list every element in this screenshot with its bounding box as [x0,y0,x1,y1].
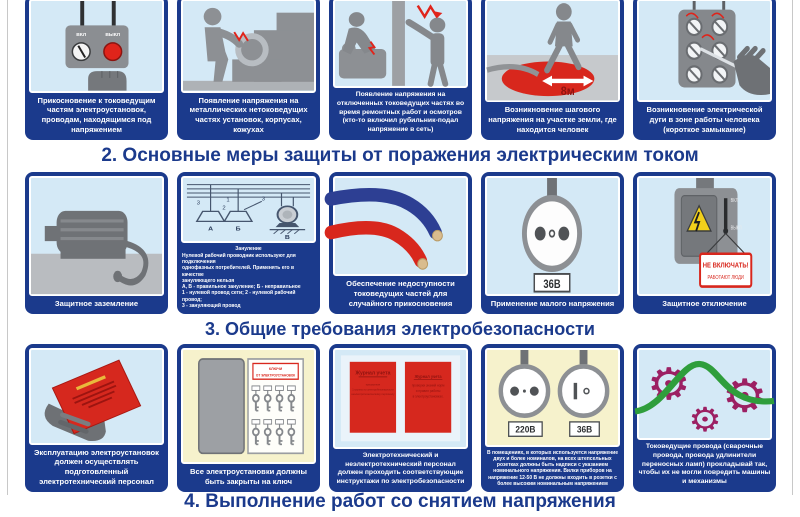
panel-caption: Обеспечение недоступности токоведущих частей для случайного прикосновения [346,279,455,309]
panel-caption: Возникновение шагового напряжения на участке земли, где находится человек [488,105,617,135]
zanulenie-diagram [181,176,316,243]
diagram-num-2: 2 [222,206,226,212]
panel-protective-grounding [25,172,168,314]
low-voltage-socket-illustration [485,176,620,296]
journal-right-line2: проверки знаний норм [411,383,445,388]
touch-live-parts-illustration [29,0,164,93]
zanulenie-note-line: 3 - зануляющий провод [182,302,241,309]
diagram-num-3: 3 [196,201,201,207]
panel-safety-briefings [329,344,472,492]
keys-sign-line1: КЛЮЧИ [268,367,283,372]
panel-caption: Эксплуатацию электроустановок должен осуществлять подготовленный электротехнический персонал [34,447,159,487]
panel-inaccessibility [329,172,472,314]
fuse-panel-arc-icon [639,1,770,100]
panel-caption: Электротехнический и неэлектротехнический персонал должен проходить соответствующие инструктажи по электробезопасности [336,451,465,486]
requirements-row [0,344,800,492]
voltage-220-label: 220В [515,424,536,435]
section-3-heading: 3. Общие требования электробезопасности [205,318,595,339]
zanulenie-note-line: Нулевой рабочий проводник используют для подключения [182,252,296,265]
socket-36v-icon [487,178,618,294]
step-voltage-icon [487,1,618,100]
panel-caption: Защитное отключение [662,299,747,309]
two-sockets-icon [487,350,618,445]
key-cabinet-icon [183,350,314,462]
breaker-off-label: ВЫКЛ [730,225,742,231]
voltage-on-casing-illustration [181,0,316,93]
journal-left-sub2: 1 группы по электробезопасности [352,387,394,392]
electric-arc-illustration [637,0,772,102]
keys-sign-line2: ОТ ЭЛЕКТРОУСТАНОВОК [255,373,296,378]
key-cabinet-illustration [181,348,316,464]
section-2-heading: 2. Основные меры защиты от поражения электрическим током [101,145,699,166]
section-4-heading-partial: 4. Выполнение работ со снятием напряжения [184,491,616,512]
panel-caption: Защитное заземление [54,299,139,309]
diagram-num-1: 1 [226,197,230,204]
journal-left-sub1: присвоения [365,382,381,387]
zanulenie-note-line: однофазных потребителей. Применять его в качестве [182,265,295,278]
voltage-36-label: 36В [543,277,561,292]
gear-icon: ⚙ [721,371,768,422]
certificate-hand-illustration [29,348,164,445]
cable-gears-illustration [637,348,772,440]
people-working-label: РАБОТАЮТ ЛЮДИ [707,275,744,282]
journal-left-sub3: неэлектротехническому персоналу [351,391,395,397]
zanulenie-note-line: 1 - нулевой провод сети; 2 - нулевой рабочий провод; [182,290,296,303]
panel-touch-live-parts [25,0,168,140]
off-label: ВЫКЛ [105,33,121,39]
gears-wire-icon [639,350,770,438]
panel-voltage-on-casing [177,0,320,140]
repair-accident-icon [335,1,466,86]
marked-sockets-illustration [485,348,620,447]
panel-cable-routing [633,344,776,492]
protection-row [0,172,800,314]
diagram-num-3b: 3 [261,196,266,203]
journal-right-line1: Журнал учета [414,373,442,379]
logbooks-icon [335,350,466,447]
on-label: ВКЛ [76,33,87,39]
voltage-during-repair-illustration [333,0,468,88]
zanulenie-note-title: Зануление [235,245,262,252]
zanulenie-note-line: зануляющего нельзя [182,277,235,284]
journal-right-line3: и правил работы [415,388,441,393]
diagram-label-a: А [208,225,214,233]
panel-caption: Токоведущие провода (сварочные провода, провода удлинители переносных ламп) прокладывай так, чтобы их не могли повредить машины и механизмы [638,442,771,486]
breaker-box-icon [639,178,770,294]
panel-caption: Все электроустановки должны быть закрыты на ключ [190,467,307,487]
grounded-motor-icon [31,178,162,294]
panel-zanulenie [177,172,320,314]
panel-caption: Возникновение электрической дуги в зоне работы человека (короткое замыкание) [646,105,763,135]
panel-caption: Прикосновение к токоведущим частям электроустановок, проводам, находящимся под напряжением [37,95,156,135]
voltage-36-label: 36В [576,424,593,435]
panel-protective-disconnect [633,172,776,314]
panel-electric-arc [633,0,776,140]
step-voltage-illustration [485,0,620,102]
switch-box-hand-icon [31,1,162,91]
panel-low-voltage [481,172,624,314]
step-distance-label: 8м [560,85,575,99]
panel-voltage-during-repair [329,0,472,140]
journal-left-title: Журнал учета [355,370,391,377]
diagram-label-b: Б [235,225,241,233]
panel-trained-personnel [25,344,168,492]
gear-icon: ⚙ [646,359,692,409]
do-not-switch-on-label: НЕ ВКЛЮЧАТЬ! [702,262,749,270]
panel-caption: Появление напряжения на металлических нетоковедущих частях установок, корпусах, кожухах [189,95,308,135]
protective-grounding-illustration [29,176,164,296]
diagram-label-v: В [284,234,290,241]
hazards-row [0,0,800,140]
breaker-on-label: ВКЛ [730,197,739,204]
worker-machine-icon [183,1,314,91]
neutral-wiring-diagram-icon [183,178,314,241]
panel-step-voltage [481,0,624,140]
panel-caption: Применение малого напряжения [490,299,615,309]
logbooks-illustration [333,348,468,449]
zanulenie-note [181,243,316,311]
panel-caption: В помещениях, в которых используется напряжение двух и более номиналов, на всех штепсельных розетках должны быть надписи с указанием номинального напряжения. Вилки приборов на напряжение 12-50 В не должны входить в розетки с более высоким номинальным напряжением [487,449,618,487]
zanulenie-note-line: А, В - правильное зануление; Б - неправильное [182,284,301,290]
gear-icon: ⚙ [688,400,722,439]
poster-right-edge [792,0,793,495]
insulated-wires-illustration [333,176,468,276]
breaker-box-illustration [637,176,772,296]
certificate-book-icon [31,350,162,443]
panel-locked-installations [177,344,320,492]
poster-left-edge [7,0,8,495]
panel-socket-marking [481,344,624,492]
insulated-wires-icon [335,178,466,274]
panel-caption: Появление напряжения на отключенных токоведущих частях во время ремонтных работ и осмотров (кто-то включил рубильник-подал напряжение в сеть) [336,90,465,134]
journal-right-line4: в электроустановках. [412,394,444,399]
